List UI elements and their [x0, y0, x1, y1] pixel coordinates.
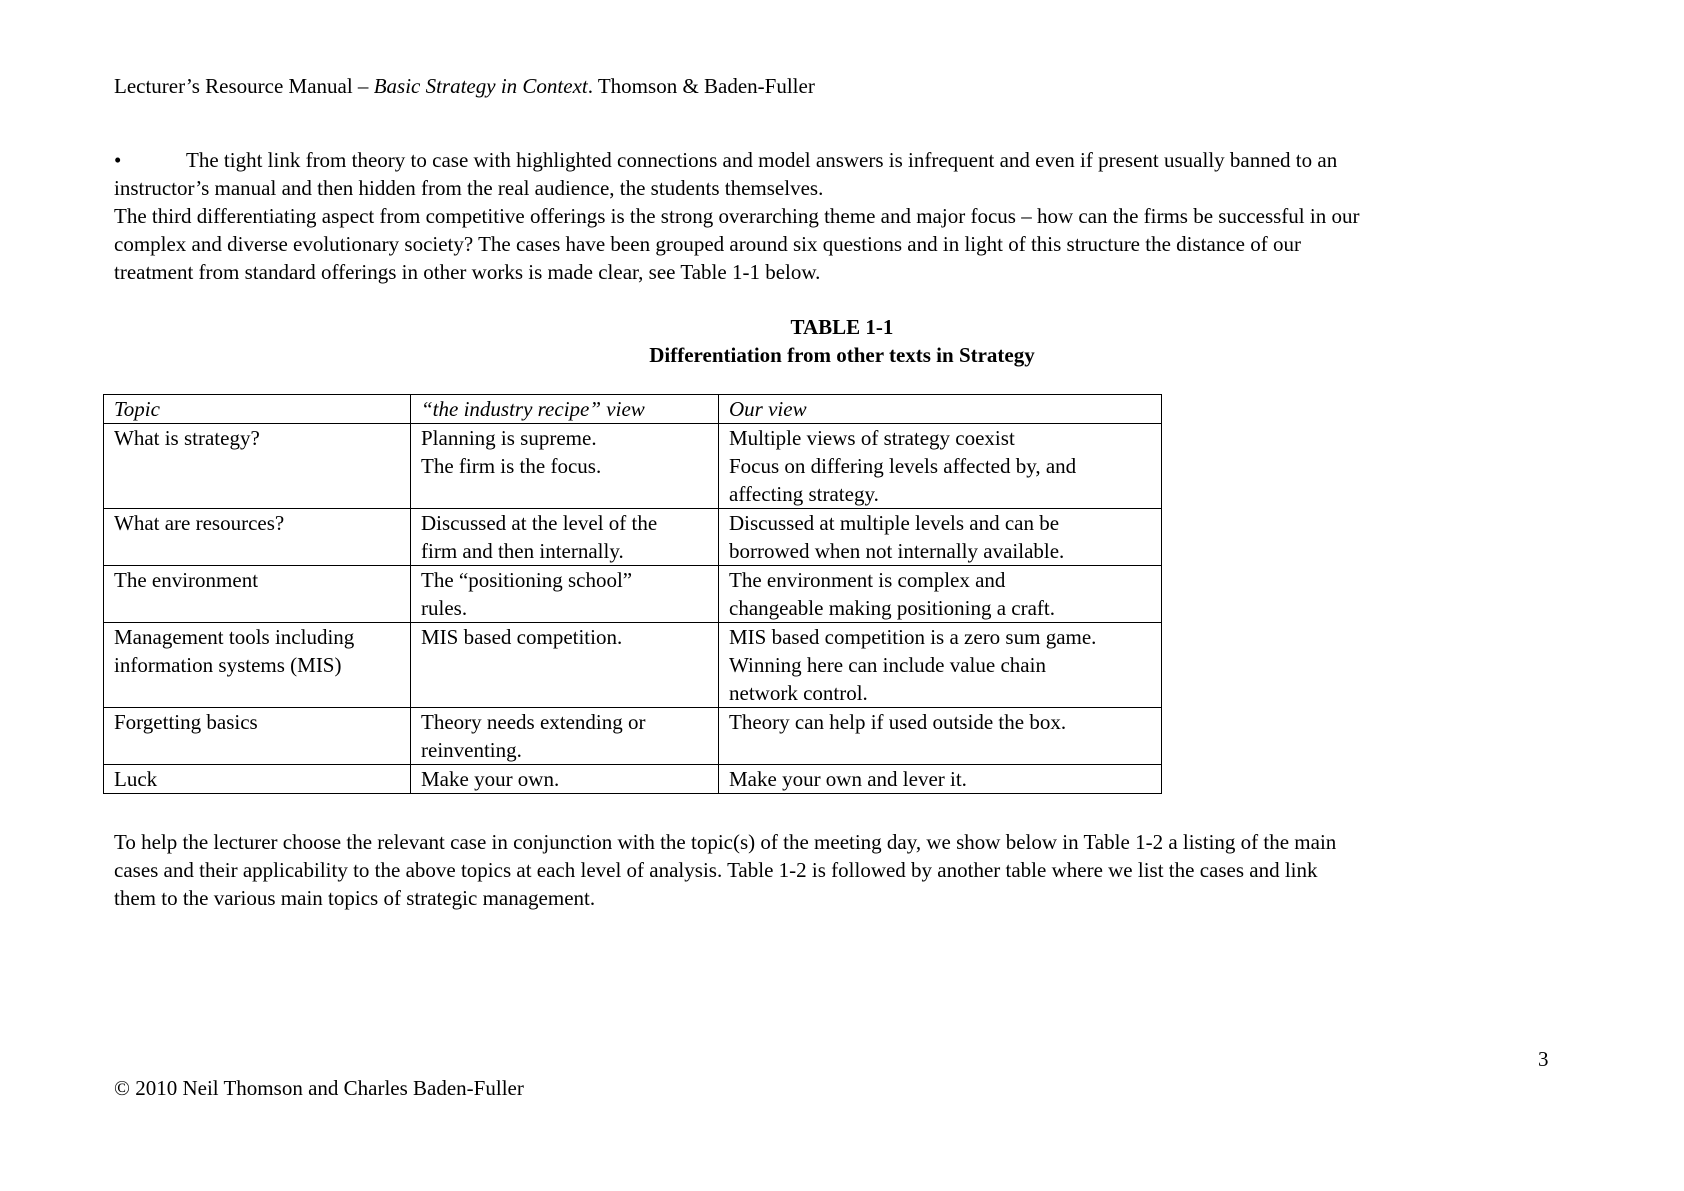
bullet-icon: • — [114, 148, 122, 172]
header-industry-recipe: “the industry recipe” view — [411, 395, 719, 424]
intro-section — [114, 146, 1564, 286]
header-topic: Topic — [104, 395, 411, 424]
cell-recipe: MIS based competition. — [411, 623, 719, 708]
header-prefix: Lecturer’s Resource Manual – — [114, 74, 374, 98]
cell-our-view: The environment is complex and changeable making positioning a craft. — [719, 566, 1162, 623]
header-our-view: Our view — [719, 395, 1162, 424]
running-header — [114, 72, 815, 100]
table-row — [104, 424, 1162, 509]
header-suffix: . Thomson & Baden-Fuller — [587, 74, 815, 98]
bullet-item — [114, 146, 1564, 174]
closing-line-3: them to the various main topics of strategic management. — [114, 886, 596, 910]
bullet-text-line-2: instructor’s manual and then hidden from the real audience, the students themselves. — [114, 176, 824, 200]
closing-line-2: cases and their applicability to the above topics at each level of analysis. Table 1-2 is followed by another table where we list the cases and link — [114, 858, 1318, 882]
copyright-footer — [114, 1074, 524, 1100]
cell-recipe: Theory needs extending or reinventing. — [411, 708, 719, 765]
cell-topic: The environment — [104, 566, 411, 623]
cell-topic: What are resources? — [104, 509, 411, 566]
cell-our-view: MIS based competition is a zero sum game. Winning here can include value chain network control. — [719, 623, 1162, 708]
bullet-text-line-1: The tight link from theory to case with highlighted connections and model answers is infrequent and even if present usually banned to an — [186, 148, 1338, 172]
cell-recipe: Discussed at the level of the firm and then internally. — [411, 509, 719, 566]
paragraph-line-1: The third differentiating aspect from competitive offerings is the strong overarching theme and major focus – how can the firms be successful in our — [114, 204, 1360, 228]
cell-topic: Luck — [104, 765, 411, 794]
cell-our-view: Theory can help if used outside the box. — [719, 708, 1162, 765]
cell-recipe: The “positioning school” rules. — [411, 566, 719, 623]
table-row — [104, 509, 1162, 566]
differentiation-table — [103, 394, 1162, 794]
table-header-row — [104, 395, 1162, 424]
cell-our-view: Make your own and lever it. — [719, 765, 1162, 794]
cell-our-view: Multiple views of strategy coexist Focus on differing levels affected by, and affecting strategy. — [719, 424, 1162, 509]
paragraph-line-3: treatment from standard offerings in other works is made clear, see Table 1-1 below. — [114, 260, 821, 284]
cell-recipe: Make your own. — [411, 765, 719, 794]
table-row — [104, 765, 1162, 794]
table-caption: Differentiation from other texts in Strategy — [649, 343, 1035, 367]
closing-line-1: To help the lecturer choose the relevant case in conjunction with the topic(s) of the meeting day, we show below in Table 1-2 a listing of the main — [114, 830, 1337, 854]
cell-topic: Management tools including information systems (MIS) — [104, 623, 411, 708]
paragraph-line-2: complex and diverse evolutionary society? The cases have been grouped around six questions and in light of this structure the distance of our — [114, 232, 1301, 256]
page-number: 3 — [1538, 1047, 1549, 1071]
table-row — [104, 566, 1162, 623]
table-label: TABLE 1-1 — [790, 315, 894, 339]
table-row — [104, 708, 1162, 765]
copyright-text: © 2010 Neil Thomson and Charles Baden-Fuller — [114, 1076, 524, 1100]
cell-topic: What is strategy? — [104, 424, 411, 509]
table-row — [104, 623, 1162, 708]
cell-our-view: Discussed at multiple levels and can be borrowed when not internally available. — [719, 509, 1162, 566]
header-book-title: Basic Strategy in Context — [373, 74, 588, 98]
cell-topic: Forgetting basics — [104, 708, 411, 765]
cell-recipe: Planning is supreme. The firm is the focus. — [411, 424, 719, 509]
closing-paragraph — [114, 828, 1564, 912]
